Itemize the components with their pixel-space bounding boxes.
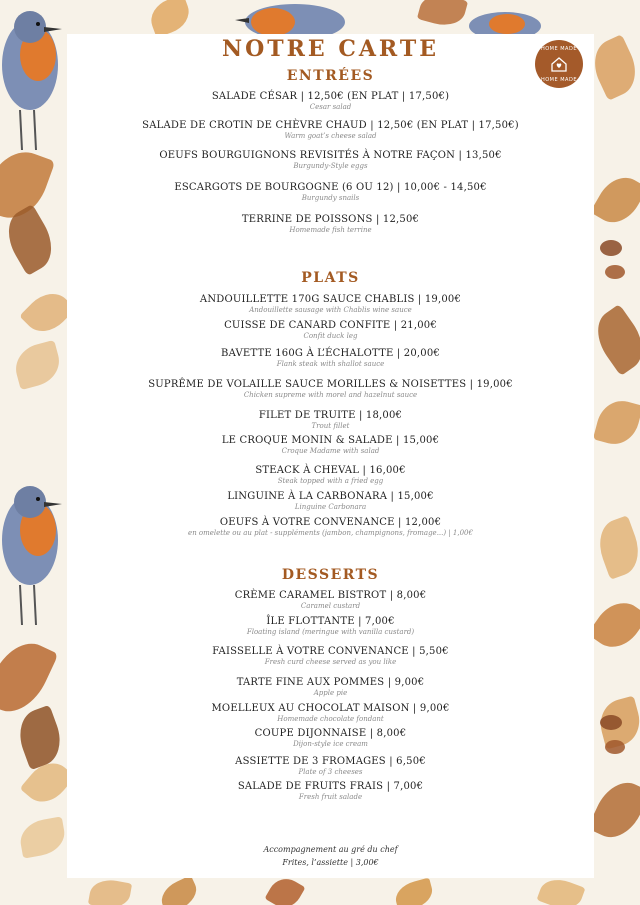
menu-item-description: Burgundy-Style eggs bbox=[293, 162, 368, 170]
leaf-icon bbox=[392, 878, 435, 905]
menu-item-name: FILET DE TRUITE | 18,00€ bbox=[258, 410, 403, 421]
leaf-icon bbox=[593, 396, 640, 450]
leaf-icon bbox=[17, 816, 67, 858]
menu-item-name: BAVETTE 160G À L’ÉCHALOTTE | 20,00€ bbox=[221, 348, 440, 359]
menu-item-name: LINGUINE À LA CARBONARA | 15,00€ bbox=[227, 491, 434, 502]
menu-item-name: ÎLE FLOTTANTE | 7,00€ bbox=[266, 616, 395, 627]
menu-item bbox=[67, 120, 594, 140]
leaf-icon bbox=[88, 877, 132, 905]
acorn-icon bbox=[605, 740, 625, 754]
menu-item-description: Cesar salad bbox=[309, 103, 352, 111]
menu-item-description: Chicken supreme with morel and hazelnut sauce bbox=[243, 391, 418, 399]
footer-fries-price: Frites, l’assiette | 3,00€ bbox=[282, 858, 379, 867]
menu-item-description: Croque Madame with salad bbox=[281, 447, 380, 455]
leaf-icon bbox=[586, 304, 640, 376]
leaf-icon bbox=[417, 0, 468, 30]
menu-item-description: Trout fillet bbox=[311, 422, 350, 430]
menu-item-description: Floating island (meringue with vanilla custard) bbox=[246, 628, 415, 636]
menu-item bbox=[67, 703, 594, 723]
menu-item-name: STEACK À CHEVAL | 16,00€ bbox=[255, 465, 406, 476]
section-heading: DESSERTS bbox=[281, 567, 380, 583]
robin-bird-icon bbox=[0, 480, 68, 630]
menu-item bbox=[67, 348, 594, 368]
menu-item bbox=[67, 646, 594, 666]
leaf-icon bbox=[590, 169, 640, 231]
menu-item-name: TERRINE DE POISSONS | 12,50€ bbox=[241, 214, 420, 225]
badge-text-top: HOME MADE bbox=[540, 46, 577, 52]
menu-item bbox=[67, 781, 594, 801]
leaf-icon bbox=[592, 515, 640, 580]
menu-item-description: Apple pie bbox=[313, 689, 348, 697]
menu-item-description: Plate of 3 cheeses bbox=[298, 768, 363, 776]
menu-item-name: SALADE CÉSAR | 12,50€ (EN PLAT | 17,50€) bbox=[211, 91, 450, 102]
menu-item bbox=[67, 435, 594, 455]
menu-item-description: Flank steak with shallot sauce bbox=[276, 360, 385, 368]
robin-bird-icon bbox=[235, 0, 345, 34]
menu-item bbox=[67, 491, 594, 511]
menu-item-name: TARTE FINE AUX POMMES | 9,00€ bbox=[236, 677, 425, 688]
menu-item-description: Linguine Carbonara bbox=[294, 503, 367, 511]
menu-item-name: SALADE DE FRUITS FRAIS | 7,00€ bbox=[237, 781, 424, 792]
menu-item bbox=[67, 294, 594, 314]
menu-item-name: FAISSELLE À VOTRE CONVENANCE | 5,50€ bbox=[212, 646, 449, 657]
menu-item-name: LE CROQUE MONIN & SALADE | 15,00€ bbox=[221, 435, 440, 446]
menu-item bbox=[67, 379, 594, 399]
leaf-icon bbox=[156, 875, 201, 905]
footer-accompaniment: Accompagnement au gré du chef bbox=[263, 845, 398, 854]
menu-item-name: COUPE DIJONNAISE | 8,00€ bbox=[254, 728, 407, 739]
menu-item-description: Fresh curd cheese served as you like bbox=[264, 658, 397, 666]
menu-item-description: Fresh fruit salade bbox=[298, 793, 363, 801]
menu-item-name: CUISSE DE CANARD CONFITE | 21,00€ bbox=[224, 320, 437, 331]
menu-item-name: SUPRÊME DE VOLAILLE SAUCE MORILLES & NOISETTES | 19,00€ bbox=[148, 379, 513, 390]
menu-item bbox=[67, 91, 594, 111]
menu-item-description: Burgundy snails bbox=[301, 194, 360, 202]
menu-item-name: OEUFS À VOTRE CONVENANCE | 12,00€ bbox=[219, 517, 442, 528]
menu-item bbox=[67, 756, 594, 776]
menu-item bbox=[67, 214, 594, 234]
acorn-icon bbox=[600, 240, 622, 256]
menu-item bbox=[67, 677, 594, 697]
menu-item-description: Caramel custard bbox=[300, 602, 361, 610]
menu-item bbox=[67, 320, 594, 340]
menu-item bbox=[67, 410, 594, 430]
menu-item-name: OEUFS BOURGUIGNONS REVISITÉS À NOTRE FAÇON | 13,50€ bbox=[159, 150, 502, 161]
menu-item bbox=[67, 590, 594, 610]
menu-item-name: ASSIETTE DE 3 FROMAGES | 6,50€ bbox=[235, 756, 426, 767]
menu-item-description: Homemade chocolate fondant bbox=[277, 715, 384, 723]
menu-item-description: Dijon-style ice cream bbox=[293, 740, 368, 748]
leaf-icon bbox=[536, 874, 585, 905]
menu-item-name: CRÈME CARAMEL BISTROT | 8,00€ bbox=[234, 590, 427, 601]
section-heading: PLATS bbox=[301, 270, 360, 286]
menu-item-description: Steak topped with a fried egg bbox=[277, 477, 384, 485]
leaf-icon bbox=[11, 340, 65, 390]
badge-text-bottom: HOME MADE bbox=[540, 77, 577, 83]
menu-item-description: Andouillette sausage with Chablis wine sauce bbox=[249, 306, 412, 314]
menu-item bbox=[67, 182, 594, 202]
page-title: NOTRE CARTE bbox=[222, 36, 439, 62]
menu-item-name: ANDOUILLETTE 170G SAUCE CHABLIS | 19,00€ bbox=[199, 294, 462, 305]
menu-item bbox=[67, 616, 594, 636]
menu-card bbox=[67, 34, 594, 878]
menu-item-description: en omelette ou au plat - suppléments (jambon, champignons, fromage...) | 1,00€ bbox=[188, 529, 473, 537]
menu-item-description: Confit duck leg bbox=[303, 332, 358, 340]
acorn-icon bbox=[600, 715, 622, 730]
leaf-icon bbox=[587, 593, 640, 657]
menu-item-name: MOELLEUX AU CHOCOLAT MAISON | 9,00€ bbox=[211, 703, 450, 714]
leaf-icon bbox=[146, 0, 195, 38]
menu-item bbox=[67, 517, 594, 537]
leaf-icon bbox=[587, 774, 640, 846]
menu-item-description: Homemade fish terrine bbox=[289, 226, 372, 234]
acorn-icon bbox=[605, 265, 625, 279]
menu-item-name: SALADE DE CROTIN DE CHÈVRE CHAUD | 12,50€ (EN PLAT | 17,50€) bbox=[142, 120, 519, 131]
menu-item bbox=[67, 465, 594, 485]
menu-item-description: Warm goat’s cheese salad bbox=[284, 132, 377, 140]
robin-bird-icon bbox=[465, 6, 545, 34]
menu-item bbox=[67, 150, 594, 170]
section-heading: ENTRÉES bbox=[286, 68, 375, 84]
leaf-icon bbox=[12, 705, 68, 770]
menu-item bbox=[67, 728, 594, 748]
robin-bird-icon bbox=[0, 5, 68, 155]
menu-item-name: ESCARGOTS DE BOURGOGNE (6 OU 12) | 10,00€ - 14,50€ bbox=[174, 182, 487, 193]
